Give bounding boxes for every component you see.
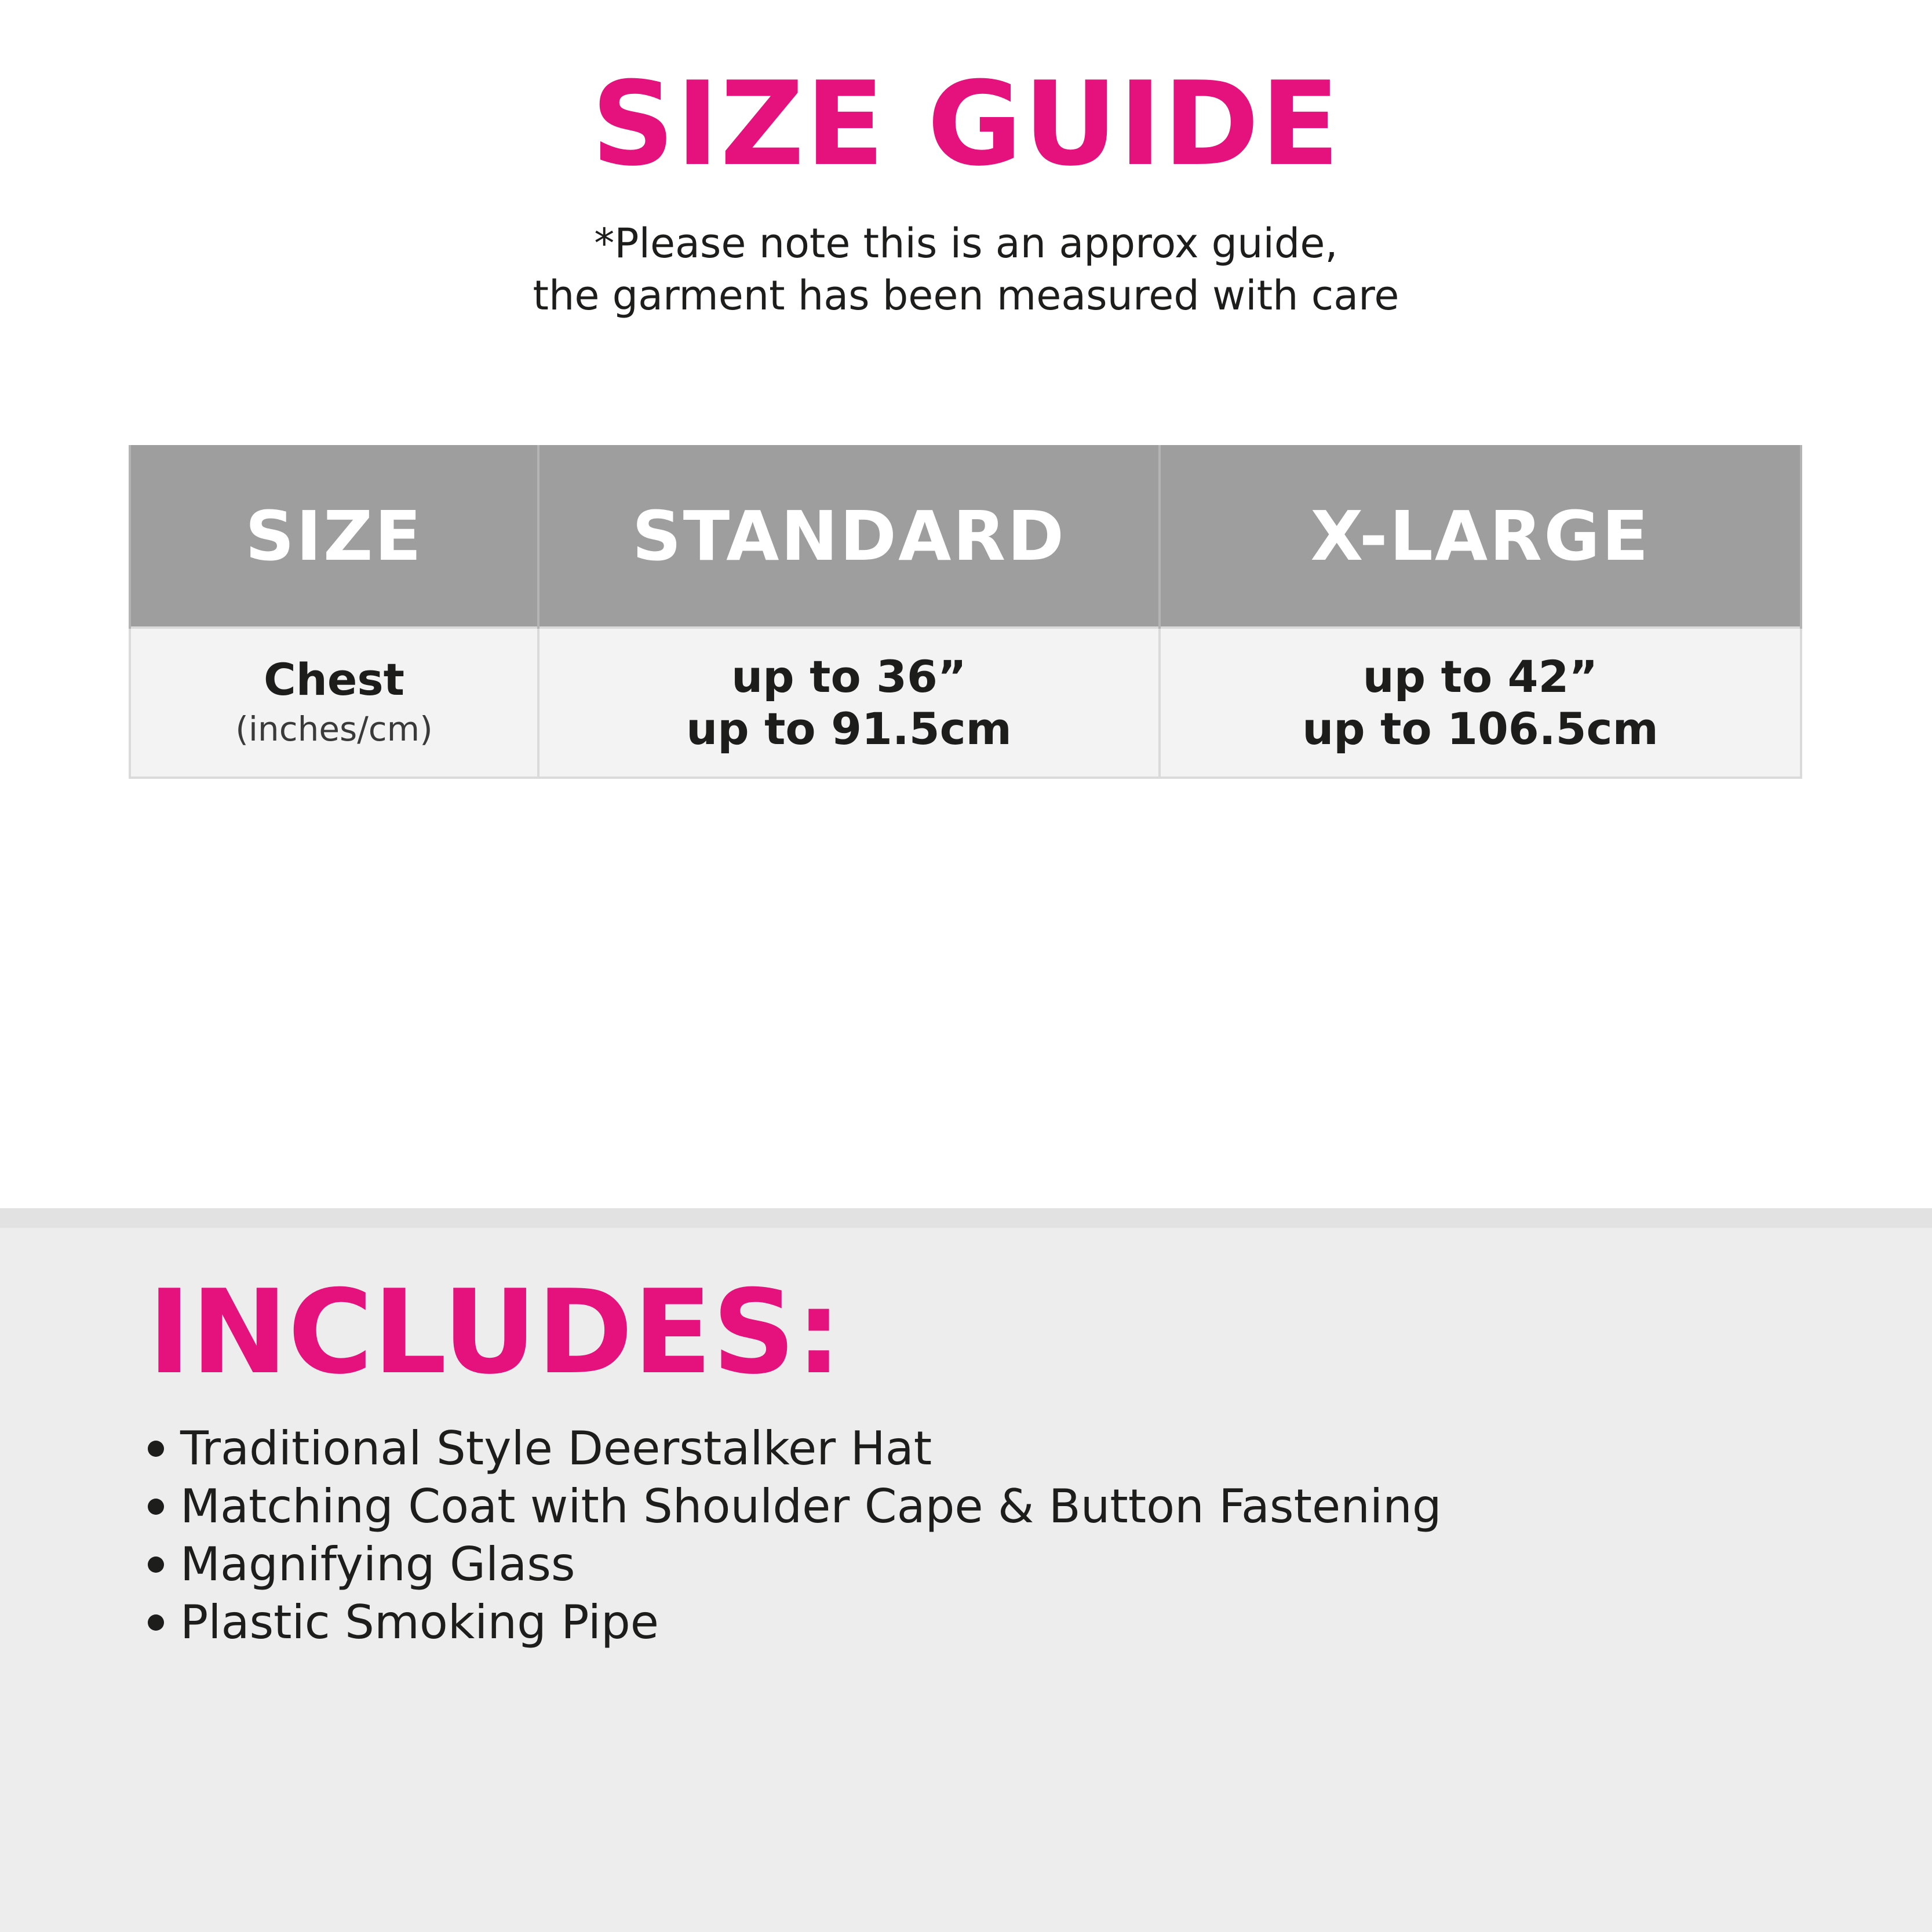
header-standard: STANDARD — [538, 445, 1160, 628]
bullet-icon — [148, 1499, 164, 1515]
xlarge-inches: up to 42” — [1362, 650, 1598, 702]
list-item-text: Magnifying Glass — [180, 1537, 575, 1591]
table-row — [130, 628, 1801, 778]
includes-list — [148, 1420, 1442, 1652]
includes-title: INCLUDES: — [148, 1265, 842, 1400]
row-sublabel: (inches/cm) — [235, 709, 433, 749]
bullet-icon — [148, 1556, 164, 1573]
header-size: SIZE — [130, 445, 538, 628]
row-label-cell — [130, 628, 538, 778]
bullet-icon — [148, 1441, 164, 1457]
header-xlarge: X-LARGE — [1160, 445, 1801, 628]
xlarge-cm: up to 106.5cm — [1302, 702, 1658, 754]
table-header-row — [130, 445, 1801, 628]
list-item — [148, 1536, 1442, 1594]
list-item-text: Plastic Smoking Pipe — [180, 1595, 659, 1649]
bullet-icon — [148, 1614, 164, 1631]
list-item-text: Traditional Style Deerstalker Hat — [180, 1421, 932, 1475]
list-item-text: Matching Coat with Shoulder Cape & Button Fastening — [180, 1479, 1442, 1533]
note-line-2: the garment has been measured with care — [533, 272, 1399, 319]
row-label: Chest — [264, 653, 404, 705]
list-item — [148, 1478, 1442, 1536]
list-item — [148, 1420, 1442, 1478]
page-title: SIZE GUIDE — [591, 57, 1341, 192]
standard-inches: up to 36” — [731, 650, 967, 702]
size-note — [0, 217, 1932, 322]
list-item — [148, 1594, 1442, 1652]
note-line-1: *Please note this is an approx guide, — [594, 220, 1338, 267]
standard-cell — [538, 628, 1160, 778]
standard-cm: up to 91.5cm — [686, 702, 1012, 754]
size-table — [129, 445, 1802, 779]
xlarge-cell — [1160, 628, 1801, 778]
